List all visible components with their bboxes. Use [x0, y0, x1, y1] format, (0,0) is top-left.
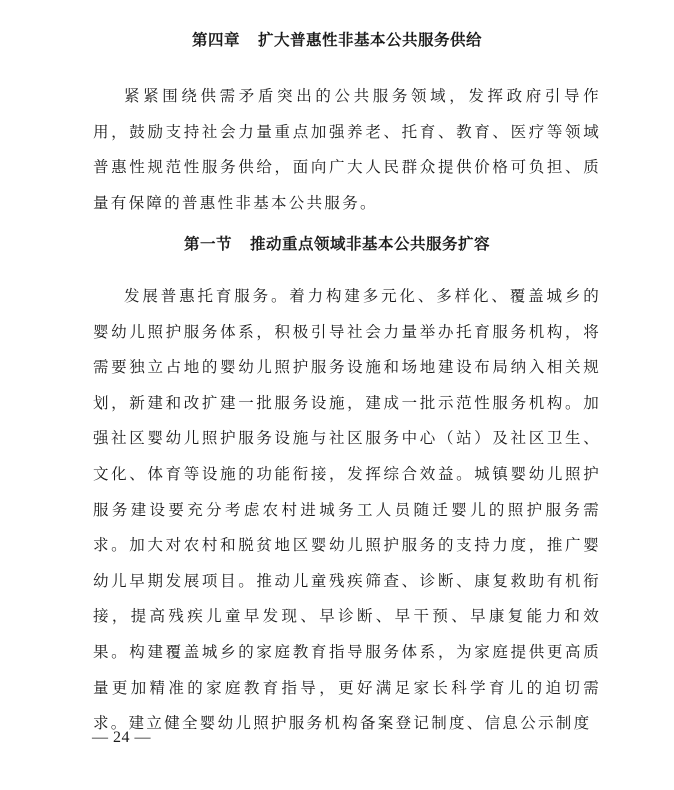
chapter-heading — [0, 28, 674, 50]
section-title-text: 推动重点领域非基本公共服务扩容 — [250, 235, 491, 253]
section-number: 第一节 — [183, 235, 232, 253]
page-number: — 24 — — [92, 729, 151, 746]
intro-paragraph: 紧紧围绕供需矛盾突出的公共服务领域，发挥政府引导作用，鼓励支持社会力量重点加强养老、托育、教育、医疗等领域普惠性规范性服务供给，面向广大人民群众提供价格可负担、质量有保障的普惠性非基本公共服务。 — [93, 87, 601, 212]
body-paragraph: 发展普惠托育服务。着力构建多元化、多样化、覆盖城乡的婴幼儿照护服务体系，积极引导社会力量举办托育服务机构，将需要独立占地的婴幼儿照护服务设施和场地建设布局纳入相关规划，新建和改扩建一批服务设施，建成一批示范性服务机构。加强社区婴幼儿照护服务设施与社区服务中心（站）及社区卫生、文化、体育等设施的功能衔接，发挥综合效益。城镇婴幼儿照护服务建设要充分考虑农村进城务工人员随迁婴儿的照护服务需求。加大对农村和脱贫地区婴幼儿照护服务的支持力度，推广婴幼儿早期发展项目。推动儿童残疾筛查、诊断、康复救助有机衔接，提高残疾儿童早发现、早诊断、早干预、早康复能力和效果。构建覆盖城乡的家庭教育指导服务体系，为家庭提供更高质量更加精准的家庭教育指导，更好满足家长科学育儿的迫切需求。建立健全婴幼儿照护服务机构备案登记制度、信息公示制度 — [93, 287, 601, 733]
section-heading — [0, 232, 674, 254]
chapter-number: 第四章 — [191, 31, 240, 49]
chapter-title-text: 扩大普惠性非基本公共服务供给 — [258, 31, 483, 49]
